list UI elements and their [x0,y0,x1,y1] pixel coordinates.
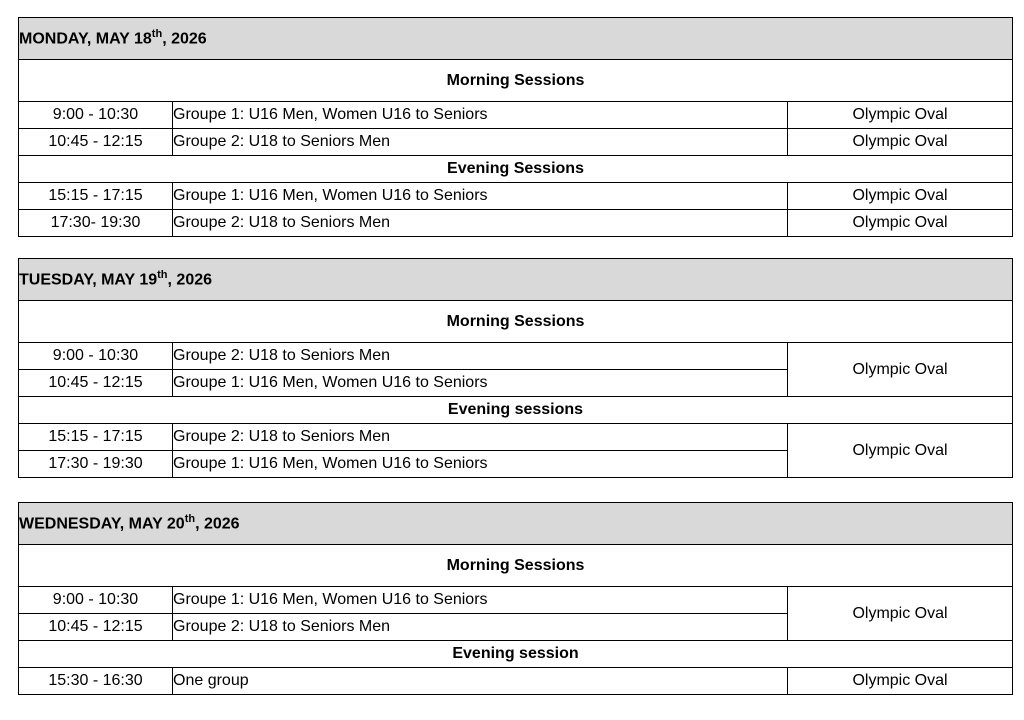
table-row [19,183,1013,210]
table-row [19,129,1013,156]
session-time: 10:45 - 12:15 [19,370,173,397]
day-header [19,259,1013,301]
table-row [19,102,1013,129]
session-group: Groupe 1: U16 Men, Women U16 to Seniors [173,102,788,129]
morning-sessions-title: Morning Sessions [19,60,1013,102]
day-table-wednesday [18,502,1013,695]
session-time: 10:45 - 12:15 [19,614,173,641]
session-time: 10:45 - 12:15 [19,129,173,156]
evening-sessions-title: Evening Sessions [19,156,1013,183]
session-time: 17:30- 19:30 [19,210,173,237]
morning-sessions-title: Morning Sessions [19,545,1013,587]
session-group: Groupe 2: U18 to Seniors Men [173,424,788,451]
day-name: TUESDAY, MAY 19 [19,271,158,289]
session-group: Groupe 1: U16 Men, Women U16 to Seniors [173,183,788,210]
session-venue: Olympic Oval [788,424,1013,478]
day-year: , 2026 [167,271,213,289]
day-header [19,503,1013,545]
session-group: Groupe 1: U16 Men, Women U16 to Seniors [173,370,788,397]
table-row [19,424,1013,451]
session-venue: Olympic Oval [788,587,1013,641]
session-time: 15:30 - 16:30 [19,668,173,695]
session-time: 9:00 - 10:30 [19,102,173,129]
session-time: 9:00 - 10:30 [19,587,173,614]
session-group: Groupe 2: U18 to Seniors Men [173,614,788,641]
session-time: 9:00 - 10:30 [19,343,173,370]
day-year: , 2026 [162,30,207,48]
session-venue: Olympic Oval [788,343,1013,397]
session-group: Groupe 2: U18 to Seniors Men [173,129,788,156]
session-group: Groupe 1: U16 Men, Women U16 to Seniors [173,451,788,478]
evening-session-title: Evening session [19,641,1013,668]
session-venue: Olympic Oval [788,668,1013,695]
table-row [19,343,1013,370]
session-group: Groupe 1: U16 Men, Women U16 to Seniors [173,587,788,614]
session-group: Groupe 2: U18 to Seniors Men [173,210,788,237]
day-year: , 2026 [195,515,240,533]
session-venue: Olympic Oval [788,102,1013,129]
day-name: MONDAY, MAY 18 [19,30,152,48]
session-time: 17:30 - 19:30 [19,451,173,478]
ordinal-suffix: th [157,269,168,282]
ordinal-suffix: th [184,513,196,526]
day-table-tuesday [18,258,1013,478]
ordinal-suffix: th [151,28,163,41]
evening-sessions-title: Evening sessions [19,397,1013,424]
session-venue: Olympic Oval [788,183,1013,210]
session-time: 15:15 - 17:15 [19,183,173,210]
session-venue: Olympic Oval [788,129,1013,156]
session-group: Groupe 2: U18 to Seniors Men [173,343,788,370]
morning-sessions-title: Morning Sessions [19,301,1013,343]
session-group: One group [173,668,788,695]
day-header [19,18,1013,60]
day-name: WEDNESDAY, MAY 20 [19,515,185,533]
table-row [19,668,1013,695]
session-time: 15:15 - 17:15 [19,424,173,451]
day-table-monday [18,17,1013,237]
table-row [19,587,1013,614]
session-venue: Olympic Oval [788,210,1013,237]
table-row [19,210,1013,237]
